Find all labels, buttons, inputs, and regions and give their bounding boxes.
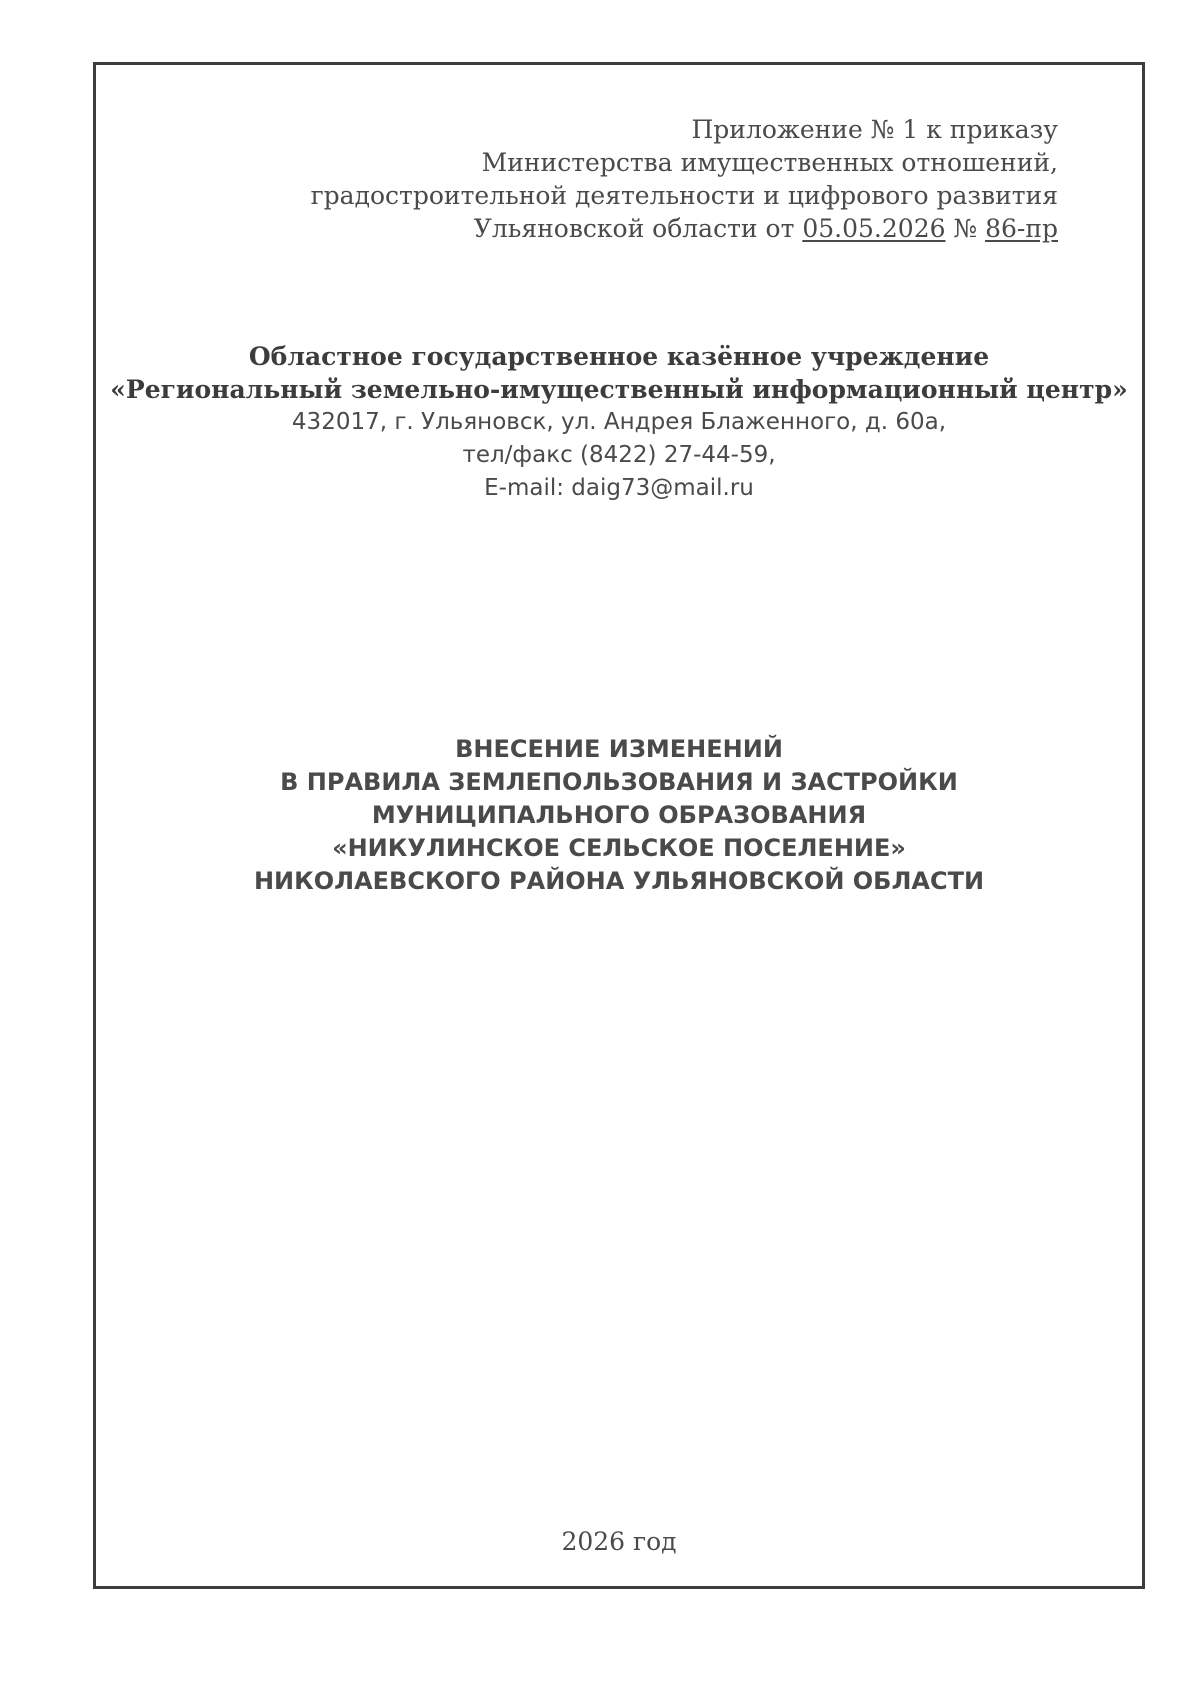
document-title	[93, 733, 1145, 898]
annex-reference-block	[311, 113, 1058, 245]
annex-line-4-prefix: Ульяновской области от	[473, 214, 803, 243]
organization-phone: тел/факс (8422) 27-44-59,	[462, 442, 776, 468]
organization-block	[93, 340, 1145, 505]
document-title-line-4: «НИКУЛИНСКОЕ СЕЛЬСКОЕ ПОСЕЛЕНИЕ»	[332, 834, 906, 862]
order-date: 05.05.2026	[802, 214, 946, 243]
organization-type: Областное государственное казённое учреждение	[248, 342, 990, 371]
organization-name: «Региональный земельно-имущественный информационный центр»	[110, 375, 1128, 404]
annex-line-4	[311, 212, 1058, 245]
document-title-line-3: МУНИЦИПАЛЬНОГО ОБРАЗОВАНИЯ	[371, 801, 867, 829]
number-sign: №	[945, 214, 986, 243]
organization-address: 432017, г. Ульяновск, ул. Андрея Блаженного, д. 60а,	[291, 409, 947, 435]
annex-line-2: Министерства имущественных отношений,	[481, 148, 1058, 177]
organization-email: E-mail: daig73@mail.ru	[484, 475, 754, 501]
annex-line-1: Приложение № 1 к приказу	[691, 115, 1058, 144]
document-title-line-1: ВНЕСЕНИЕ ИЗМЕНЕНИЙ	[455, 735, 783, 763]
document-title-line-5: НИКОЛАЕВСКОГО РАЙОНА УЛЬЯНОВСКОЙ ОБЛАСТИ	[253, 867, 985, 895]
order-number: 86-пр	[985, 214, 1058, 243]
document-title-line-2: В ПРАВИЛА ЗЕМЛЕПОЛЬЗОВАНИЯ И ЗАСТРОЙКИ	[280, 768, 958, 796]
annex-line-3: градостроительной деятельности и цифрового развития	[310, 181, 1058, 210]
document-year: 2026 год	[561, 1527, 677, 1556]
